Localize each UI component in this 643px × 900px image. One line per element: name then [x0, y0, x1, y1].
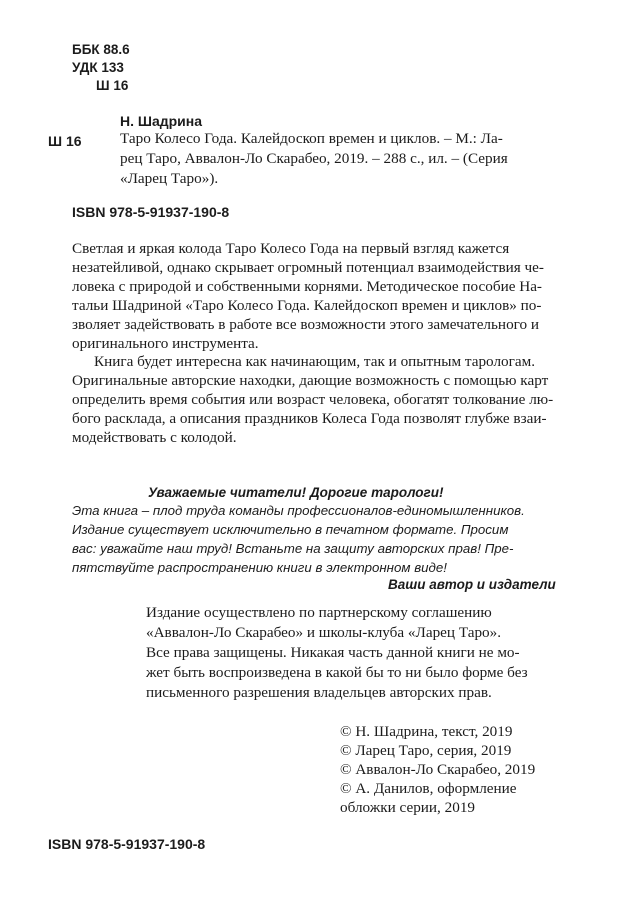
- rights-line: жет быть воспроизведена в какой бы то ни было форме без: [146, 664, 528, 681]
- cutter-side: Ш 16: [48, 133, 82, 149]
- rights-line: письменного разрешения владельцев авторских прав.: [146, 684, 492, 701]
- annotation-line: определить время события или возраст человека, обогатят толкование лю-: [72, 391, 554, 408]
- rights-line: Все права защищены. Никакая часть данной книги не мо-: [146, 644, 520, 661]
- annotation-line: зволяет задействовать в работе все возможности этого замечательного и: [72, 316, 540, 333]
- annotation-line: Оригинальные авторские находки, дающие возможность с помощью карт: [72, 372, 549, 389]
- annotation-line: Светлая и яркая колода Таро Колесо Года на первый взгляд кажется: [72, 240, 510, 257]
- copyright-line: © А. Данилов, оформление: [340, 780, 517, 797]
- copyright-line: © Аввалон-Ло Скарабео, 2019: [340, 761, 536, 778]
- appeal-line: Издание существует исключительно в печатном формате. Просим: [72, 522, 509, 537]
- bib-line: рец Таро, Аввалон-Ло Скарабео, 2019. – 288 с., ил. – (Серия: [120, 150, 508, 167]
- udk-code: УДК 133: [72, 60, 124, 75]
- bib-line: Таро Колесо Года. Калейдоскоп времен и циклов. – М.: Ла-: [120, 130, 503, 147]
- bbk-code: ББК 88.6: [72, 42, 130, 57]
- annotation-line: оригинального инструмента.: [72, 335, 259, 352]
- annotation-line: модействовать с колодой.: [72, 429, 237, 446]
- appeal-line: вас: уважайте наш труд! Встаньте на защиту авторских прав! Пре-: [72, 541, 514, 556]
- copyright-line: обложки серии, 2019: [340, 799, 476, 816]
- copyright-line: © Ларец Таро, серия, 2019: [340, 742, 512, 759]
- appeal-signature: Ваши автор и издатели: [388, 577, 556, 592]
- annotation-line: незатейливой, однако скрывает огромный потенциал взаимодействия че-: [72, 259, 544, 276]
- annotation-line: ловека с природой и собственными корнями. Методическое пособие На-: [72, 278, 542, 295]
- rights-line: Издание осуществлено по партнерскому соглашению: [146, 604, 492, 621]
- annotation-line: тальи Шадриной «Таро Колесо Года. Калейдоскоп времен и циклов» по-: [72, 297, 542, 314]
- appeal-heading: Уважаемые читатели! Дорогие тарологи!: [148, 485, 444, 500]
- isbn-top: ISBN 978-5-91937-190-8: [72, 204, 230, 220]
- annotation-line: Книга будет интересна как начинающим, так и опытным тарологам.: [94, 353, 535, 370]
- bib-line: «Ларец Таро»).: [120, 170, 219, 187]
- rights-line: «Аввалон-Ло Скарабео» и школы-клуба «Ларец Таро».: [146, 624, 502, 641]
- author-heading: Н. Шадрина: [120, 113, 203, 129]
- annotation-line: бого расклада, а описания праздников Колеса Года позволят глубже взаи-: [72, 410, 547, 427]
- copyright-line: © Н. Шадрина, текст, 2019: [340, 723, 513, 740]
- appeal-line: пятствуйте распространению книги в электронном виде!: [72, 560, 447, 575]
- cutter-code: Ш 16: [96, 78, 129, 93]
- appeal-line: Эта книга – плод труда команды профессионалов-единомышленников.: [72, 503, 525, 518]
- isbn-bottom: ISBN 978-5-91937-190-8: [48, 836, 206, 852]
